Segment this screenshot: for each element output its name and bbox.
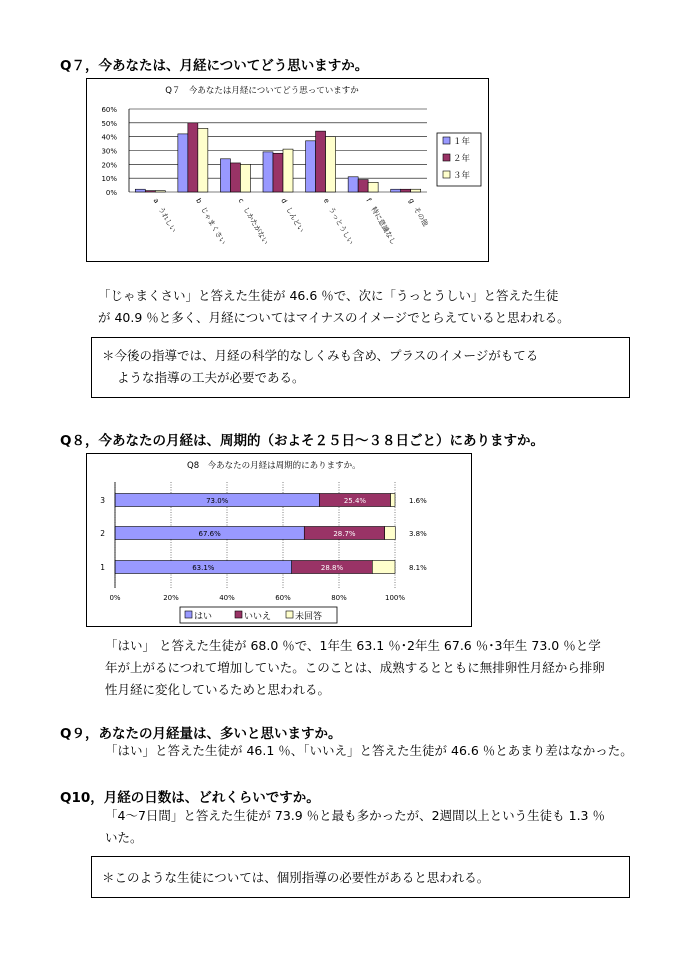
q10-note-line-1: ＊このような生徒については、個別指導の必要性があると思われる。 bbox=[102, 870, 490, 885]
q7-category-letter: b bbox=[194, 197, 204, 205]
q8-bar-segment bbox=[372, 561, 395, 574]
q7-bar bbox=[326, 137, 336, 192]
q8-heading: Q８，今あなたの月経は、周期的（およそ２５日～３８日ごと）にありますか。 bbox=[60, 433, 544, 449]
q7-chart bbox=[86, 78, 489, 262]
q8-xtick-label: 0% bbox=[109, 594, 121, 602]
q7-bar bbox=[198, 128, 208, 192]
q7-bar bbox=[316, 131, 326, 192]
q7-bar bbox=[178, 134, 188, 192]
q7-note-line-1: ＊今後の指導では、月経の科学的なしくみも含め、プラスのイメージがもてる bbox=[102, 348, 539, 363]
q9-heading: Q９，あなたの月経量は、多いと思いますか。 bbox=[60, 726, 342, 742]
q7-bar bbox=[188, 123, 198, 192]
q8-xtick-label: 40% bbox=[219, 594, 235, 602]
q8-xtick-label: 80% bbox=[331, 594, 347, 602]
q7-bar bbox=[391, 189, 401, 192]
q7-category-word: しかたがない bbox=[241, 205, 270, 247]
q10-line-2: いた。 bbox=[105, 830, 143, 845]
q7-bar bbox=[220, 159, 230, 192]
q7-category-label bbox=[279, 197, 305, 234]
q7-category-letter: g bbox=[406, 197, 417, 205]
q7-category-letter: c bbox=[236, 197, 246, 205]
q7-ytick-label: 20% bbox=[101, 161, 117, 170]
q8-legend-swatch bbox=[185, 611, 192, 618]
q8-data-label: 8.1% bbox=[409, 564, 427, 572]
q8-data-label: 3.8% bbox=[409, 530, 427, 538]
q7-heading: Q７，今あなたは、月経についてどう思いますか。 bbox=[60, 58, 369, 74]
q8-data-label: 67.6% bbox=[198, 530, 221, 538]
q7-category-word: じゃまくさい bbox=[199, 205, 228, 247]
q10-note-box bbox=[91, 856, 630, 898]
q8-bar-segment bbox=[391, 494, 395, 507]
q8-chart-title: Q8 今あなたの月経は周期的にありますか。 bbox=[187, 461, 361, 471]
q7-bar bbox=[240, 164, 250, 192]
q8-data-label: 73.0% bbox=[206, 497, 229, 505]
q8-legend-label: いいえ bbox=[244, 612, 272, 622]
q8-data-label: 1.6% bbox=[409, 497, 427, 505]
q9-paragraph bbox=[105, 740, 633, 762]
q7-legend-swatch bbox=[443, 171, 450, 178]
q8-xtick-label: 100% bbox=[384, 594, 406, 602]
q7-category-word: うれしい bbox=[156, 205, 178, 234]
q7-category-label bbox=[322, 197, 355, 246]
q8-bar-segment bbox=[385, 527, 396, 540]
q7-ytick-label: 40% bbox=[101, 133, 117, 142]
q8-legend-label: 未回答 bbox=[295, 612, 323, 622]
q7-category-letter: f bbox=[364, 197, 373, 204]
q7-note-box bbox=[91, 337, 630, 398]
q7-ytick-label: 30% bbox=[101, 147, 117, 156]
q10-paragraph bbox=[105, 805, 605, 849]
q8-xtick-label: 20% bbox=[163, 594, 179, 602]
q7-ytick-label: 60% bbox=[101, 106, 117, 114]
q7-chart-svg bbox=[87, 79, 488, 261]
q7-category-word: その他 bbox=[411, 205, 430, 228]
q7-legend-label: ３年 bbox=[453, 171, 471, 181]
q7-bar bbox=[348, 177, 358, 192]
q7-bar bbox=[263, 152, 273, 192]
q7-category-word: うっとうしい bbox=[326, 205, 355, 247]
q7-ytick-label: 50% bbox=[101, 119, 117, 128]
q7-bar bbox=[145, 191, 155, 192]
q7-bar bbox=[273, 153, 283, 192]
q7-legend-label: ２年 bbox=[453, 154, 471, 164]
q7-note-line-2: ような指導の工夫が必要である。 bbox=[117, 370, 305, 385]
q10-line-1: 「4～7日間」と答えた生徒が 73.9 ％と最も多かったが、2週間以上という生徒も 1.3 ％ bbox=[105, 808, 605, 823]
q7-bar bbox=[306, 141, 316, 192]
q7-category-label bbox=[364, 197, 398, 247]
q8-line-1: 「はい」 と答えた生徒が 68.0 ％で、1年生 63.1 ％･2年生 67.6 ％･3年生 73.0 ％と学 bbox=[105, 638, 601, 653]
q7-category-label bbox=[237, 197, 270, 246]
q8-paragraph bbox=[105, 635, 605, 701]
q7-category-letter: e bbox=[321, 197, 331, 205]
q8-line-3: 性月経に変化しているためと思われる。 bbox=[105, 682, 331, 697]
q8-xtick-label: 60% bbox=[275, 594, 291, 602]
q7-category-letter: a bbox=[151, 197, 161, 205]
q7-bar bbox=[283, 149, 293, 192]
q7-ytick-label: 10% bbox=[101, 175, 117, 184]
q8-data-label: 28.8% bbox=[320, 564, 344, 572]
q8-data-label: 28.7% bbox=[333, 530, 356, 538]
q8-category-label: 3 bbox=[100, 496, 105, 505]
q7-legend-swatch bbox=[443, 154, 450, 161]
q7-bar bbox=[230, 163, 240, 192]
q7-category-word: しんどい bbox=[284, 205, 306, 234]
q7-category-letter: d bbox=[279, 197, 289, 205]
q7-line-1: 「じゃまくさい」と答えた生徒が 46.6 ％で、次に「うっとうしい」と答えた生徒 bbox=[98, 288, 559, 303]
q7-bar bbox=[368, 182, 378, 192]
q10-heading: Q10，月経の日数は、どれくらいですか。 bbox=[60, 790, 320, 806]
q7-bar bbox=[401, 189, 411, 192]
q8-data-label: 25.4% bbox=[343, 497, 367, 505]
q8-category-label: 2 bbox=[100, 529, 105, 538]
q7-category-label bbox=[407, 197, 430, 228]
q8-chart-svg bbox=[87, 454, 471, 626]
q7-category-label bbox=[152, 197, 178, 234]
q7-bar bbox=[155, 191, 165, 192]
q7-category-word: 特に意識なし bbox=[369, 205, 398, 247]
q8-category-label: 1 bbox=[100, 563, 105, 572]
q7-category-label bbox=[194, 197, 227, 246]
q8-data-label: 63.1% bbox=[192, 564, 215, 572]
q7-legend-label: １年 bbox=[453, 137, 471, 147]
q7-bar bbox=[358, 180, 368, 192]
q7-ytick-label: 0% bbox=[105, 189, 117, 197]
q7-paragraph bbox=[98, 285, 570, 329]
q7-bar bbox=[135, 189, 145, 192]
q8-legend-swatch bbox=[235, 611, 242, 618]
q7-chart-title: Q７ 今あなたは月経についてどう思っていますか bbox=[165, 86, 359, 96]
q8-legend-swatch bbox=[286, 611, 293, 618]
q8-line-2: 年が上がるにつれて増加していた。このことは、成熟するとともに無排卵性月経から排卵 bbox=[105, 660, 605, 675]
q7-line-2: が 40.9 ％と多く、月経についてはマイナスのイメージでとらえていると思われる。 bbox=[98, 310, 570, 325]
q8-legend-label: はい bbox=[194, 612, 213, 622]
q9-line-1: 「はい」と答えた生徒が 46.1 ％、「いいえ」と答えた生徒が 46.6 ％とあまり差はなかった。 bbox=[105, 743, 633, 758]
q7-legend-swatch bbox=[443, 137, 450, 144]
q7-bar bbox=[411, 189, 421, 192]
q8-chart bbox=[86, 453, 472, 627]
